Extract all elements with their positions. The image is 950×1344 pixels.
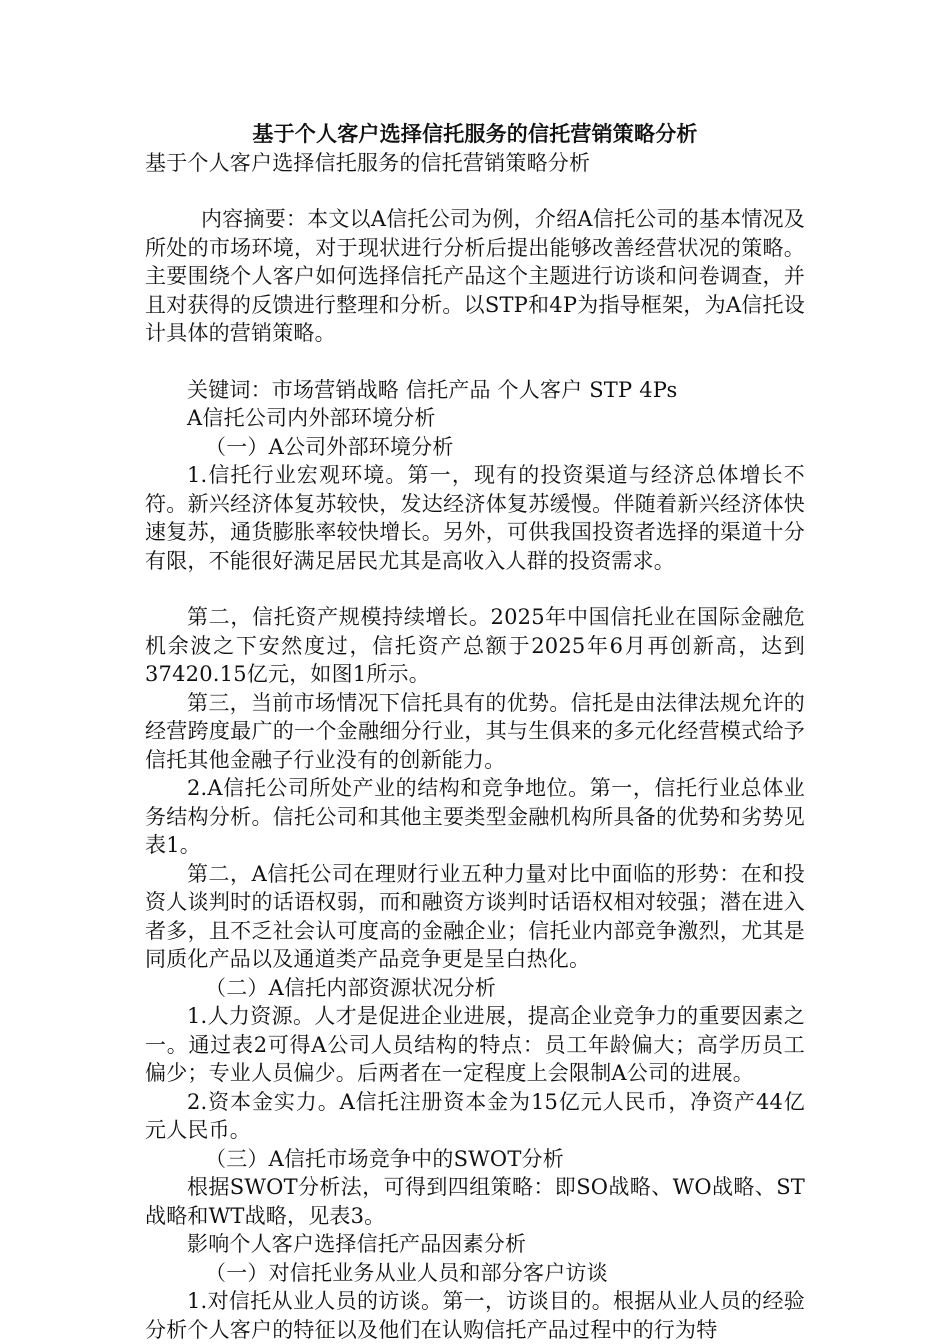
section-heading: 影响个人客户选择信托产品因素分析	[187, 1232, 527, 1256]
body-paragraph: 第三，当前市场情况下信托具有的优势。信托是由法律法规允许的经营跨度最广的一个金融细分行业，其与生俱来的多元化经营模式给予信托其他金融子行业没有的创新能力。	[145, 690, 805, 772]
subsection-heading: （一）A公司外部环境分析	[205, 434, 454, 459]
spacer	[145, 575, 805, 603]
body-paragraph: 1.人力资源。人才是促进企业进展，提高企业竞争力的重要因素之一。通过表2可得A公司人员结构的特点：员工年龄偏大；高学历员工偏少；专业人员偏少。后两者在一定程度上会限制A公司的进展。	[145, 1004, 805, 1085]
body-paragraph: 1.对信托从业人员的访谈。第一，访谈目的。根据从业人员的经验分析个人客户的特征以及他们在认购信托产品过程中的行为特	[145, 1289, 805, 1342]
subsection-heading: （二）A信托内部资源状况分析	[205, 975, 496, 1000]
body-paragraph: 2.资本金实力。A信托注册资本金为15亿元人民币，净资产44亿元人民币。	[145, 1089, 805, 1142]
subsection-heading: （三）A信托市场竞争中的SWOT分析	[205, 1146, 564, 1171]
document-title: 基于个人客户选择信托服务的信托营销策略分析	[252, 121, 698, 146]
spacer	[145, 177, 805, 205]
subsection-heading: （一）对信托业务从业人员和部分客户访谈	[205, 1260, 608, 1285]
section-heading: A信托公司内外部环境分析	[187, 406, 436, 430]
abstract-paragraph: 内容摘要：本文以A信托公司为例，介绍A信托公司的基本情况及所处的市场环境，对于现状进行分析后提出能够改善经营状况的策略。主要围绕个人客户如何选择信托产品这个主题进行访谈和问卷调查，并且对获得的反馈进行整理和分析。以STP和4P为指导框架，为A信托设计具体的营销策略。	[145, 207, 805, 345]
body-paragraph: 1.信托行业宏观环境。第一，现有的投资渠道与经济总体增长不符。新兴经济体复苏较快，发达经济体复苏缓慢。伴随着新兴经济体快速复苏，通货膨胀率较快增长。另外，可供我国投资者选择的渠道十分有限，不能很好满足居民尤其是高收入人群的投资需求。	[145, 463, 805, 573]
document-subtitle: 基于个人客户选择信托服务的信托营销策略分析	[145, 150, 591, 175]
body-paragraph: 第二，A信托公司在理财行业五种力量对比中面临的形势：在和投资人谈判时的话语权弱，而和融资方谈判时话语权相对较强；潜在进入者多，且不乏社会认可度高的金融企业；信托业内部竞争激烈，尤其是同质化产品以及通道类产品竞争更是呈白热化。	[145, 861, 805, 971]
body-paragraph: 第二，信托资产规模持续增长。2025年中国信托业在国际金融危机余波之下安然度过，信托资产总额于2025年6月再创新高，达到37420.15亿元，如图1所示。	[145, 605, 805, 686]
body-paragraph: 2.A信托公司所处产业的结构和竞争地位。第一，信托行业总体业务结构分析。信托公司和其他主要类型金融机构所具备的优势和劣势见表1。	[145, 776, 805, 857]
spacer	[145, 348, 805, 376]
body-paragraph: 根据SWOT分析法，可得到四组策略：即SO战略、WO战略、ST战略和WT战略，见表3。	[145, 1175, 805, 1228]
keywords-line: 关键词：市场营销战略 信托产品 个人客户 STP 4Ps	[187, 377, 678, 402]
